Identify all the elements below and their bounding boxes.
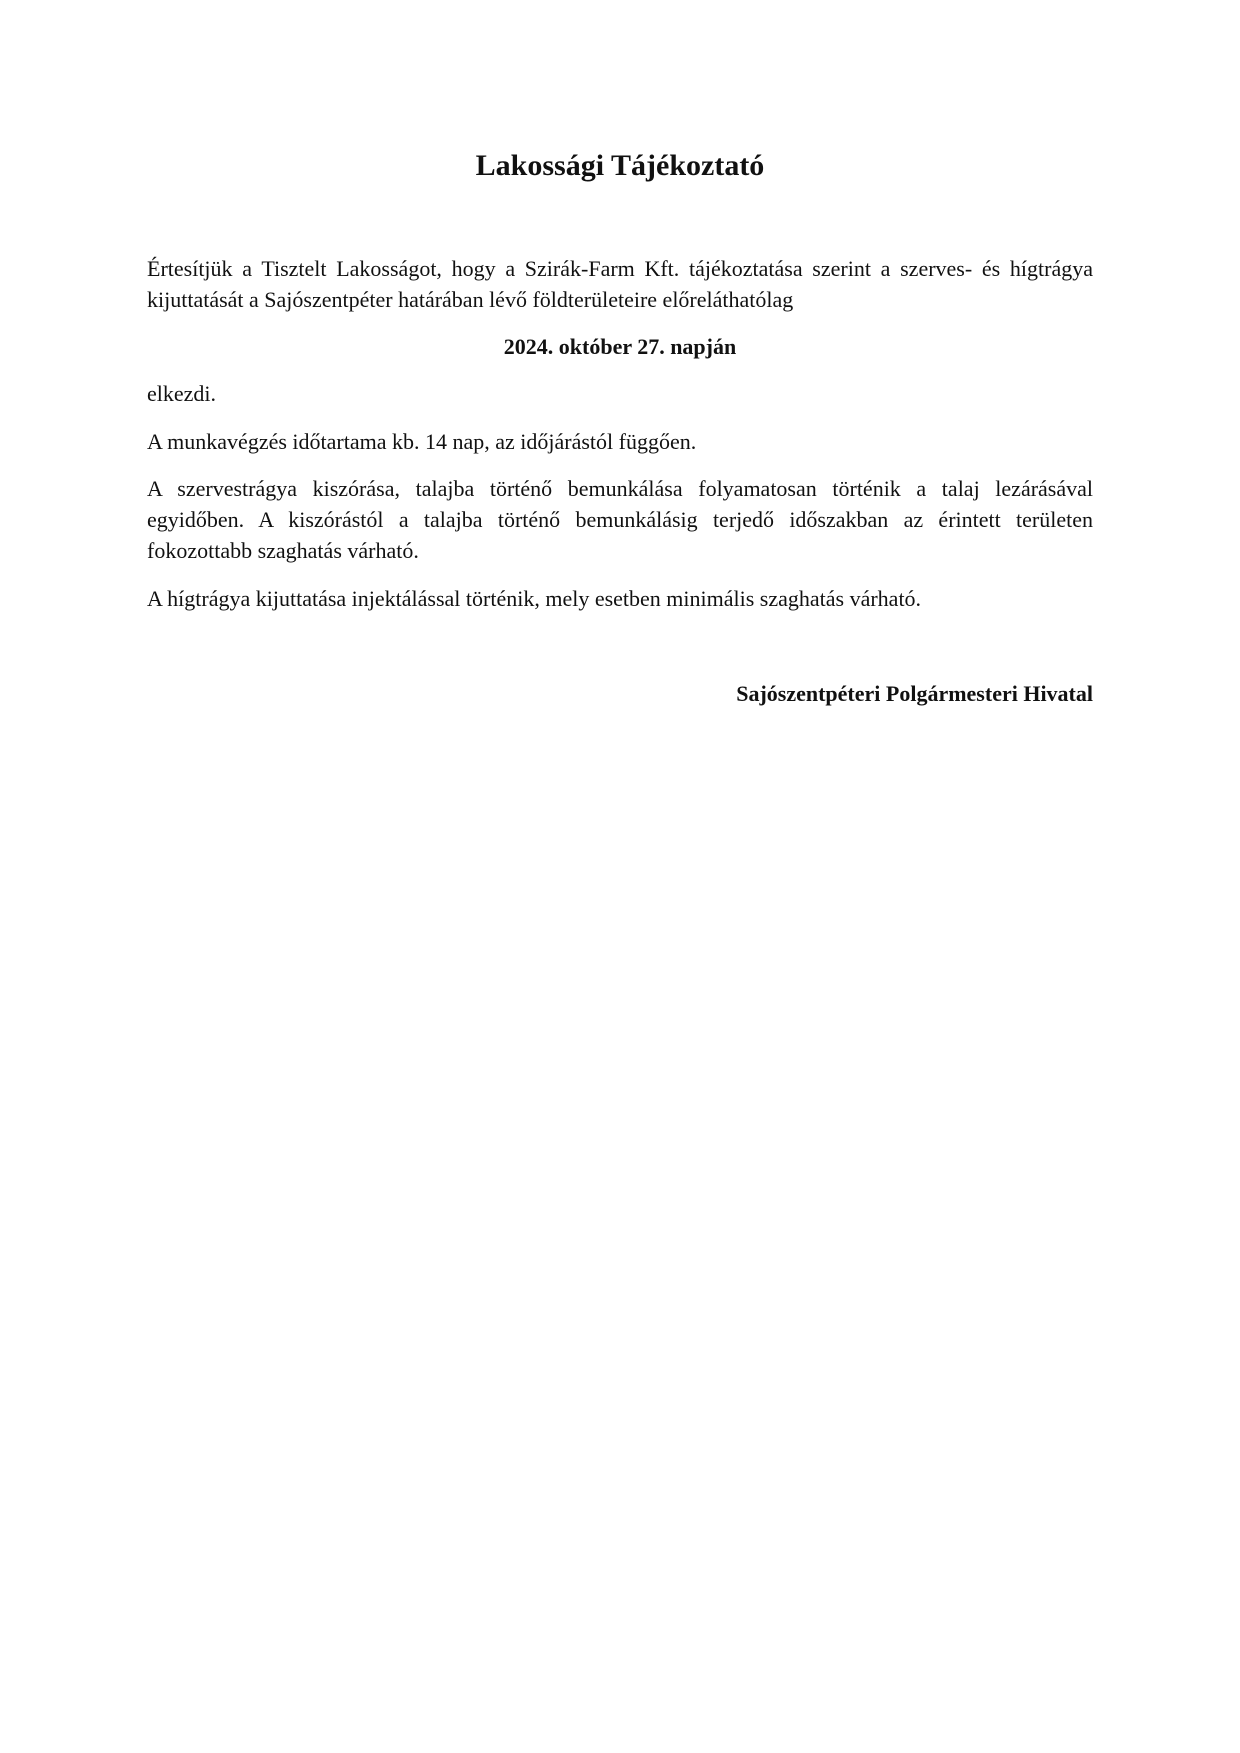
start-date: 2024. október 27. napján [503, 334, 737, 359]
intro-paragraph: Értesítjük a Tisztelt Lakosságot, hogy a Szirák-Farm Kft. tájékoztatása szerint a szerves- és hígtrágya kijuttatását a Sajószentpéter határában lévő földterületeire előreláthatólag [147, 256, 1093, 312]
slurry-paragraph: A hígtrágya kijuttatása injektálással történik, mely esetben minimális szaghatás várható. [147, 586, 922, 611]
duration-paragraph: A munkavégzés időtartama kb. 14 nap, az időjárástól függően. [147, 429, 697, 454]
start-word: elkezdi. [147, 381, 217, 406]
signature: Sajószentpéteri Polgármesteri Hivatal [736, 681, 1093, 706]
solid-manure-paragraph: A szervestrágya kiszórása, talajba történő bemunkálása folyamatosan történik a talaj lezárásával egyidőben. A kiszórástól a talajba történő bemunkálásig terjedő időszakban az érintett területen fokozottabb szaghatás várható. [147, 476, 1093, 563]
document-title: Lakossági Tájékoztató [475, 149, 765, 182]
